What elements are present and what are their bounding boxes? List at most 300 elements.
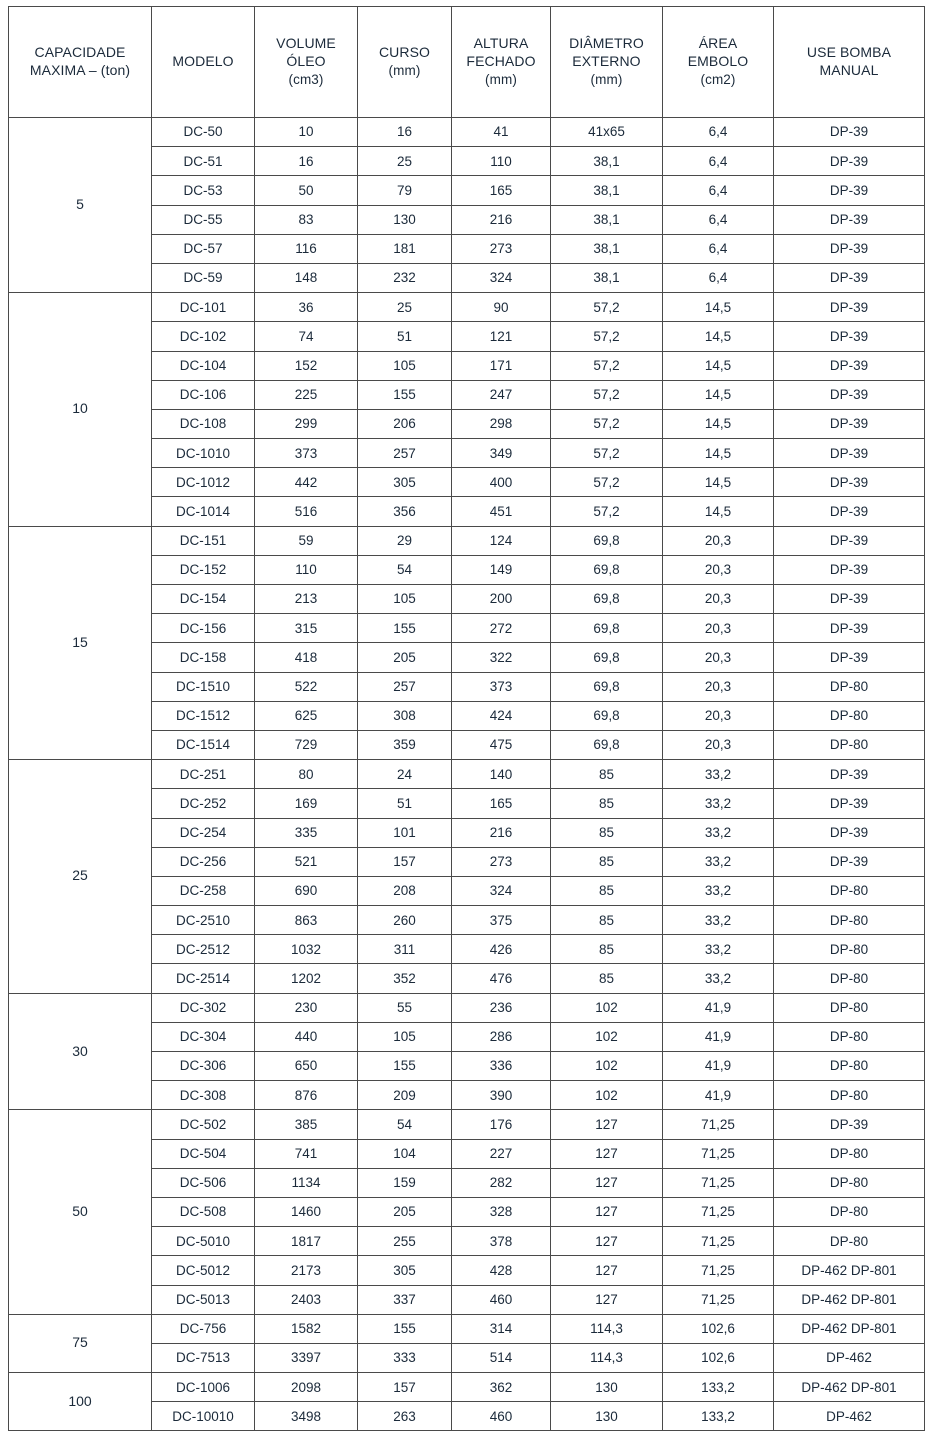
cell-area: 14,5 — [663, 293, 774, 322]
cell-volume: 440 — [255, 1022, 358, 1051]
cell-curso: 263 — [358, 1402, 452, 1431]
cell-modelo: DC-254 — [152, 818, 255, 847]
cell-altura: 375 — [452, 906, 551, 935]
cell-area: 20,3 — [663, 526, 774, 555]
cell-diametro: 114,3 — [551, 1343, 663, 1372]
cell-curso: 105 — [358, 1022, 452, 1051]
column-header-unit: (cm2) — [700, 72, 736, 88]
cell-diametro: 102 — [551, 1052, 663, 1081]
cell-area: 20,3 — [663, 585, 774, 614]
cell-altura: 90 — [452, 293, 551, 322]
cell-modelo: DC-308 — [152, 1081, 255, 1110]
cell-diametro: 69,8 — [551, 585, 663, 614]
cell-area: 14,5 — [663, 351, 774, 380]
cell-volume: 152 — [255, 351, 358, 380]
cell-altura: 390 — [452, 1081, 551, 1110]
cell-bomba: DP-80 — [774, 1197, 925, 1226]
cell-area: 20,3 — [663, 672, 774, 701]
cell-area: 14,5 — [663, 497, 774, 526]
cell-modelo: DC-108 — [152, 409, 255, 438]
cell-altura: 336 — [452, 1052, 551, 1081]
cell-curso: 311 — [358, 935, 452, 964]
cell-bomba: DP-39 — [774, 234, 925, 263]
cell-altura: 424 — [452, 701, 551, 730]
cell-diametro: 57,2 — [551, 293, 663, 322]
cell-volume: 1202 — [255, 964, 358, 993]
cell-diametro: 57,2 — [551, 497, 663, 526]
table-row — [9, 760, 925, 789]
cell-curso: 155 — [358, 1052, 452, 1081]
cell-volume: 1460 — [255, 1197, 358, 1226]
cell-altura: 349 — [452, 439, 551, 468]
cell-altura: 286 — [452, 1022, 551, 1051]
cell-curso: 305 — [358, 1256, 452, 1285]
cell-volume: 148 — [255, 263, 358, 292]
cell-bomba: DP-39 — [774, 176, 925, 205]
cell-curso: 181 — [358, 234, 452, 263]
cell-area: 71,25 — [663, 1285, 774, 1314]
cell-area: 133,2 — [663, 1373, 774, 1402]
cell-curso: 257 — [358, 439, 452, 468]
cell-bomba: DP-80 — [774, 993, 925, 1022]
cell-altura: 362 — [452, 1373, 551, 1402]
cell-altura: 200 — [452, 585, 551, 614]
cell-modelo: DC-2510 — [152, 906, 255, 935]
cell-bomba: DP-39 — [774, 293, 925, 322]
cell-volume: 230 — [255, 993, 358, 1022]
table-row — [9, 993, 925, 1022]
cell-curso: 24 — [358, 760, 452, 789]
cell-modelo: DC-50 — [152, 118, 255, 147]
cell-bomba: DP-80 — [774, 876, 925, 905]
cell-volume: 521 — [255, 847, 358, 876]
cell-bomba: DP-39 — [774, 585, 925, 614]
cell-diametro: 69,8 — [551, 701, 663, 730]
cell-altura: 476 — [452, 964, 551, 993]
table-row — [9, 1314, 925, 1343]
cell-modelo: DC-252 — [152, 789, 255, 818]
capacity-group-cell: 50 — [9, 1110, 152, 1314]
cell-area: 71,25 — [663, 1197, 774, 1226]
column-header-line: DIÂMETRO — [569, 35, 644, 52]
cell-diametro: 38,1 — [551, 234, 663, 263]
cell-curso: 308 — [358, 701, 452, 730]
cell-altura: 41 — [452, 118, 551, 147]
cell-curso: 51 — [358, 789, 452, 818]
cell-diametro: 85 — [551, 876, 663, 905]
cell-area: 20,3 — [663, 730, 774, 759]
cell-diametro: 69,8 — [551, 672, 663, 701]
cell-curso: 205 — [358, 643, 452, 672]
cell-altura: 149 — [452, 555, 551, 584]
cell-modelo: DC-57 — [152, 234, 255, 263]
cell-modelo: DC-506 — [152, 1168, 255, 1197]
cell-curso: 55 — [358, 993, 452, 1022]
cell-volume: 50 — [255, 176, 358, 205]
cell-volume: 522 — [255, 672, 358, 701]
column-header-line: MODELO — [172, 53, 234, 70]
column-header-line: FECHADO — [466, 53, 536, 70]
cell-altura: 247 — [452, 380, 551, 409]
cell-bomba: DP-80 — [774, 1168, 925, 1197]
cell-curso: 105 — [358, 585, 452, 614]
cell-modelo: DC-101 — [152, 293, 255, 322]
header-row — [9, 7, 925, 118]
cell-curso: 260 — [358, 906, 452, 935]
cell-bomba: DP-39 — [774, 409, 925, 438]
cell-modelo: DC-258 — [152, 876, 255, 905]
cell-volume: 213 — [255, 585, 358, 614]
cell-area: 71,25 — [663, 1168, 774, 1197]
cell-modelo: DC-1512 — [152, 701, 255, 730]
cell-area: 6,4 — [663, 118, 774, 147]
cell-volume: 729 — [255, 730, 358, 759]
cell-modelo: DC-156 — [152, 614, 255, 643]
cell-curso: 337 — [358, 1285, 452, 1314]
column-header-line: ÓLEO — [286, 53, 326, 70]
cell-modelo: DC-51 — [152, 147, 255, 176]
cell-volume: 36 — [255, 293, 358, 322]
cell-curso: 54 — [358, 555, 452, 584]
cell-modelo: DC-152 — [152, 555, 255, 584]
cell-bomba: DP-39 — [774, 526, 925, 555]
cell-area: 33,2 — [663, 818, 774, 847]
column-header-line: EMBOLO — [687, 53, 749, 70]
cell-curso: 79 — [358, 176, 452, 205]
cell-bomba: DP-39 — [774, 1110, 925, 1139]
cell-area: 71,25 — [663, 1227, 774, 1256]
cell-bomba: DP-80 — [774, 730, 925, 759]
cell-modelo: DC-302 — [152, 993, 255, 1022]
cylinder-spec-table — [8, 6, 925, 1431]
cell-volume: 116 — [255, 234, 358, 263]
cell-diametro: 85 — [551, 964, 663, 993]
cell-area: 102,6 — [663, 1314, 774, 1343]
cell-curso: 352 — [358, 964, 452, 993]
cell-diametro: 57,2 — [551, 409, 663, 438]
cell-area: 6,4 — [663, 205, 774, 234]
capacity-group-cell: 75 — [9, 1314, 152, 1372]
cell-diametro: 130 — [551, 1402, 663, 1431]
cell-modelo: DC-256 — [152, 847, 255, 876]
cell-modelo: DC-154 — [152, 585, 255, 614]
cell-curso: 155 — [358, 614, 452, 643]
table-header — [9, 7, 925, 118]
cell-volume: 876 — [255, 1081, 358, 1110]
cell-altura: 400 — [452, 468, 551, 497]
cell-volume: 1134 — [255, 1168, 358, 1197]
column-header-line: EXTERNO — [572, 53, 641, 70]
cell-area: 6,4 — [663, 147, 774, 176]
cell-diametro: 38,1 — [551, 263, 663, 292]
cell-diametro: 57,2 — [551, 351, 663, 380]
cell-area: 102,6 — [663, 1343, 774, 1372]
cell-volume: 2098 — [255, 1373, 358, 1402]
cell-diametro: 102 — [551, 1081, 663, 1110]
cell-altura: 124 — [452, 526, 551, 555]
cell-volume: 2173 — [255, 1256, 358, 1285]
cell-altura: 322 — [452, 643, 551, 672]
cell-bomba: DP-80 — [774, 701, 925, 730]
column-header-0 — [9, 7, 152, 118]
cell-area: 20,3 — [663, 701, 774, 730]
cell-curso: 159 — [358, 1168, 452, 1197]
cell-modelo: DC-502 — [152, 1110, 255, 1139]
cell-curso: 208 — [358, 876, 452, 905]
column-header-7 — [774, 7, 925, 118]
cell-altura: 171 — [452, 351, 551, 380]
cell-volume: 650 — [255, 1052, 358, 1081]
cell-diametro: 127 — [551, 1110, 663, 1139]
cell-bomba: DP-39 — [774, 847, 925, 876]
cell-bomba: DP-39 — [774, 789, 925, 818]
cell-bomba: DP-462 DP-801 — [774, 1256, 925, 1285]
cell-area: 14,5 — [663, 439, 774, 468]
cell-curso: 255 — [358, 1227, 452, 1256]
cell-area: 33,2 — [663, 760, 774, 789]
cell-diametro: 127 — [551, 1197, 663, 1226]
cell-modelo: DC-304 — [152, 1022, 255, 1051]
cell-area: 14,5 — [663, 468, 774, 497]
cell-modelo: DC-10010 — [152, 1402, 255, 1431]
cell-modelo: DC-2514 — [152, 964, 255, 993]
cell-volume: 863 — [255, 906, 358, 935]
cell-area: 20,3 — [663, 643, 774, 672]
cell-altura: 328 — [452, 1197, 551, 1226]
cell-bomba: DP-80 — [774, 1052, 925, 1081]
cell-curso: 25 — [358, 147, 452, 176]
cell-curso: 54 — [358, 1110, 452, 1139]
capacity-group-cell: 10 — [9, 293, 152, 527]
cell-bomba: DP-39 — [774, 760, 925, 789]
cell-altura: 460 — [452, 1402, 551, 1431]
cell-altura: 273 — [452, 234, 551, 263]
cell-diametro: 69,8 — [551, 526, 663, 555]
column-header-unit: (mm) — [388, 63, 421, 79]
column-header-unit: (cm3) — [288, 72, 324, 88]
cell-altura: 110 — [452, 147, 551, 176]
cell-bomba: DP-39 — [774, 263, 925, 292]
column-header-unit: (mm) — [590, 72, 623, 88]
cell-volume: 10 — [255, 118, 358, 147]
cell-modelo: DC-306 — [152, 1052, 255, 1081]
column-header-line: CURSO — [378, 44, 431, 61]
cell-volume: 418 — [255, 643, 358, 672]
column-header-line: ÁREA — [698, 35, 738, 52]
cell-bomba: DP-39 — [774, 322, 925, 351]
cell-diametro: 38,1 — [551, 205, 663, 234]
cell-curso: 105 — [358, 351, 452, 380]
cell-altura: 216 — [452, 205, 551, 234]
cell-bomba: DP-39 — [774, 205, 925, 234]
cell-volume: 690 — [255, 876, 358, 905]
cell-area: 14,5 — [663, 409, 774, 438]
cell-bomba: DP-80 — [774, 1227, 925, 1256]
cell-curso: 155 — [358, 1314, 452, 1343]
cell-curso: 29 — [358, 526, 452, 555]
cell-volume: 3498 — [255, 1402, 358, 1431]
cell-area: 71,25 — [663, 1139, 774, 1168]
cell-bomba: DP-39 — [774, 351, 925, 380]
cell-altura: 121 — [452, 322, 551, 351]
cell-altura: 140 — [452, 760, 551, 789]
cell-diametro: 85 — [551, 935, 663, 964]
cell-bomba: DP-39 — [774, 380, 925, 409]
cell-modelo: DC-1014 — [152, 497, 255, 526]
cell-volume: 169 — [255, 789, 358, 818]
column-header-unit: (mm) — [485, 72, 517, 88]
cell-curso: 333 — [358, 1343, 452, 1372]
cell-bomba: DP-80 — [774, 1022, 925, 1051]
cell-diametro: 38,1 — [551, 176, 663, 205]
column-header-2 — [255, 7, 358, 118]
cell-diametro: 57,2 — [551, 468, 663, 497]
cell-bomba: DP-462 DP-801 — [774, 1314, 925, 1343]
table-row — [9, 293, 925, 322]
cell-area: 6,4 — [663, 176, 774, 205]
capacity-group-cell: 25 — [9, 760, 152, 994]
cell-altura: 514 — [452, 1343, 551, 1372]
table-row — [9, 1373, 925, 1402]
cell-altura: 426 — [452, 935, 551, 964]
cell-modelo: DC-1510 — [152, 672, 255, 701]
cell-diametro: 69,8 — [551, 614, 663, 643]
cell-area: 14,5 — [663, 322, 774, 351]
cell-altura: 227 — [452, 1139, 551, 1168]
cell-curso: 359 — [358, 730, 452, 759]
cell-volume: 335 — [255, 818, 358, 847]
cell-curso: 130 — [358, 205, 452, 234]
cell-diametro: 57,2 — [551, 380, 663, 409]
table-row — [9, 526, 925, 555]
cell-volume: 516 — [255, 497, 358, 526]
cell-area: 33,2 — [663, 906, 774, 935]
cell-altura: 216 — [452, 818, 551, 847]
cell-volume: 442 — [255, 468, 358, 497]
cell-area: 33,2 — [663, 935, 774, 964]
cell-area: 71,25 — [663, 1256, 774, 1285]
cell-diametro: 127 — [551, 1227, 663, 1256]
cell-bomba: DP-39 — [774, 468, 925, 497]
cell-bomba: DP-462 — [774, 1343, 925, 1372]
capacity-group-cell: 30 — [9, 993, 152, 1110]
capacity-group-cell: 100 — [9, 1373, 152, 1431]
cell-area: 41,9 — [663, 1052, 774, 1081]
cell-diametro: 85 — [551, 789, 663, 818]
cell-altura: 378 — [452, 1227, 551, 1256]
cell-volume: 373 — [255, 439, 358, 468]
cell-diametro: 127 — [551, 1139, 663, 1168]
cell-modelo: DC-504 — [152, 1139, 255, 1168]
cell-altura: 373 — [452, 672, 551, 701]
cell-altura: 324 — [452, 876, 551, 905]
cell-altura: 165 — [452, 789, 551, 818]
cell-diametro: 102 — [551, 993, 663, 1022]
cell-curso: 51 — [358, 322, 452, 351]
column-header-line: USE BOMBA — [806, 44, 892, 61]
cell-volume: 59 — [255, 526, 358, 555]
cell-diametro: 85 — [551, 847, 663, 876]
cell-area: 33,2 — [663, 964, 774, 993]
cell-modelo: DC-106 — [152, 380, 255, 409]
cell-curso: 155 — [358, 380, 452, 409]
cell-curso: 206 — [358, 409, 452, 438]
cell-altura: 282 — [452, 1168, 551, 1197]
cell-curso: 257 — [358, 672, 452, 701]
column-header-line: ALTURA — [473, 35, 529, 52]
cell-volume: 625 — [255, 701, 358, 730]
cell-altura: 176 — [452, 1110, 551, 1139]
cell-volume: 3397 — [255, 1343, 358, 1372]
cell-area: 41,9 — [663, 993, 774, 1022]
cell-volume: 315 — [255, 614, 358, 643]
cell-modelo: DC-251 — [152, 760, 255, 789]
table-row — [9, 118, 925, 147]
cell-area: 71,25 — [663, 1110, 774, 1139]
cell-altura: 314 — [452, 1314, 551, 1343]
column-header-line: MAXIMA – (ton) — [29, 62, 131, 78]
cell-area: 6,4 — [663, 234, 774, 263]
cell-volume: 110 — [255, 555, 358, 584]
cell-diametro: 57,2 — [551, 322, 663, 351]
cell-modelo: DC-1006 — [152, 1373, 255, 1402]
cell-volume: 2403 — [255, 1285, 358, 1314]
cell-curso: 16 — [358, 118, 452, 147]
cell-diametro: 85 — [551, 760, 663, 789]
cell-diametro: 130 — [551, 1373, 663, 1402]
cell-volume: 225 — [255, 380, 358, 409]
cell-volume: 299 — [255, 409, 358, 438]
cell-area: 20,3 — [663, 614, 774, 643]
cell-bomba: DP-80 — [774, 935, 925, 964]
cell-altura: 451 — [452, 497, 551, 526]
column-header-line: CAPACIDADE — [34, 44, 126, 61]
cell-diametro: 114,3 — [551, 1314, 663, 1343]
cell-volume: 1582 — [255, 1314, 358, 1343]
cell-curso: 101 — [358, 818, 452, 847]
cell-altura: 324 — [452, 263, 551, 292]
cell-modelo: DC-5012 — [152, 1256, 255, 1285]
cell-curso: 232 — [358, 263, 452, 292]
cell-bomba: DP-39 — [774, 147, 925, 176]
cell-area: 41,9 — [663, 1022, 774, 1051]
cell-bomba: DP-39 — [774, 555, 925, 584]
column-header-3 — [358, 7, 452, 118]
cell-bomba: DP-39 — [774, 818, 925, 847]
cell-altura: 273 — [452, 847, 551, 876]
cell-bomba: DP-80 — [774, 1081, 925, 1110]
cell-bomba: DP-39 — [774, 439, 925, 468]
column-header-1 — [152, 7, 255, 118]
cell-volume: 83 — [255, 205, 358, 234]
cell-volume: 1817 — [255, 1227, 358, 1256]
cell-bomba: DP-39 — [774, 118, 925, 147]
cell-volume: 80 — [255, 760, 358, 789]
cell-modelo: DC-508 — [152, 1197, 255, 1226]
column-header-4 — [452, 7, 551, 118]
cell-area: 33,2 — [663, 876, 774, 905]
cell-area: 14,5 — [663, 380, 774, 409]
cell-modelo: DC-102 — [152, 322, 255, 351]
cell-curso: 205 — [358, 1197, 452, 1226]
cell-bomba: DP-80 — [774, 964, 925, 993]
capacity-group-cell: 5 — [9, 118, 152, 293]
cell-volume: 74 — [255, 322, 358, 351]
cell-diametro: 69,8 — [551, 643, 663, 672]
column-header-line: VOLUME — [276, 35, 336, 52]
cell-diametro: 38,1 — [551, 147, 663, 176]
cell-modelo: DC-1012 — [152, 468, 255, 497]
